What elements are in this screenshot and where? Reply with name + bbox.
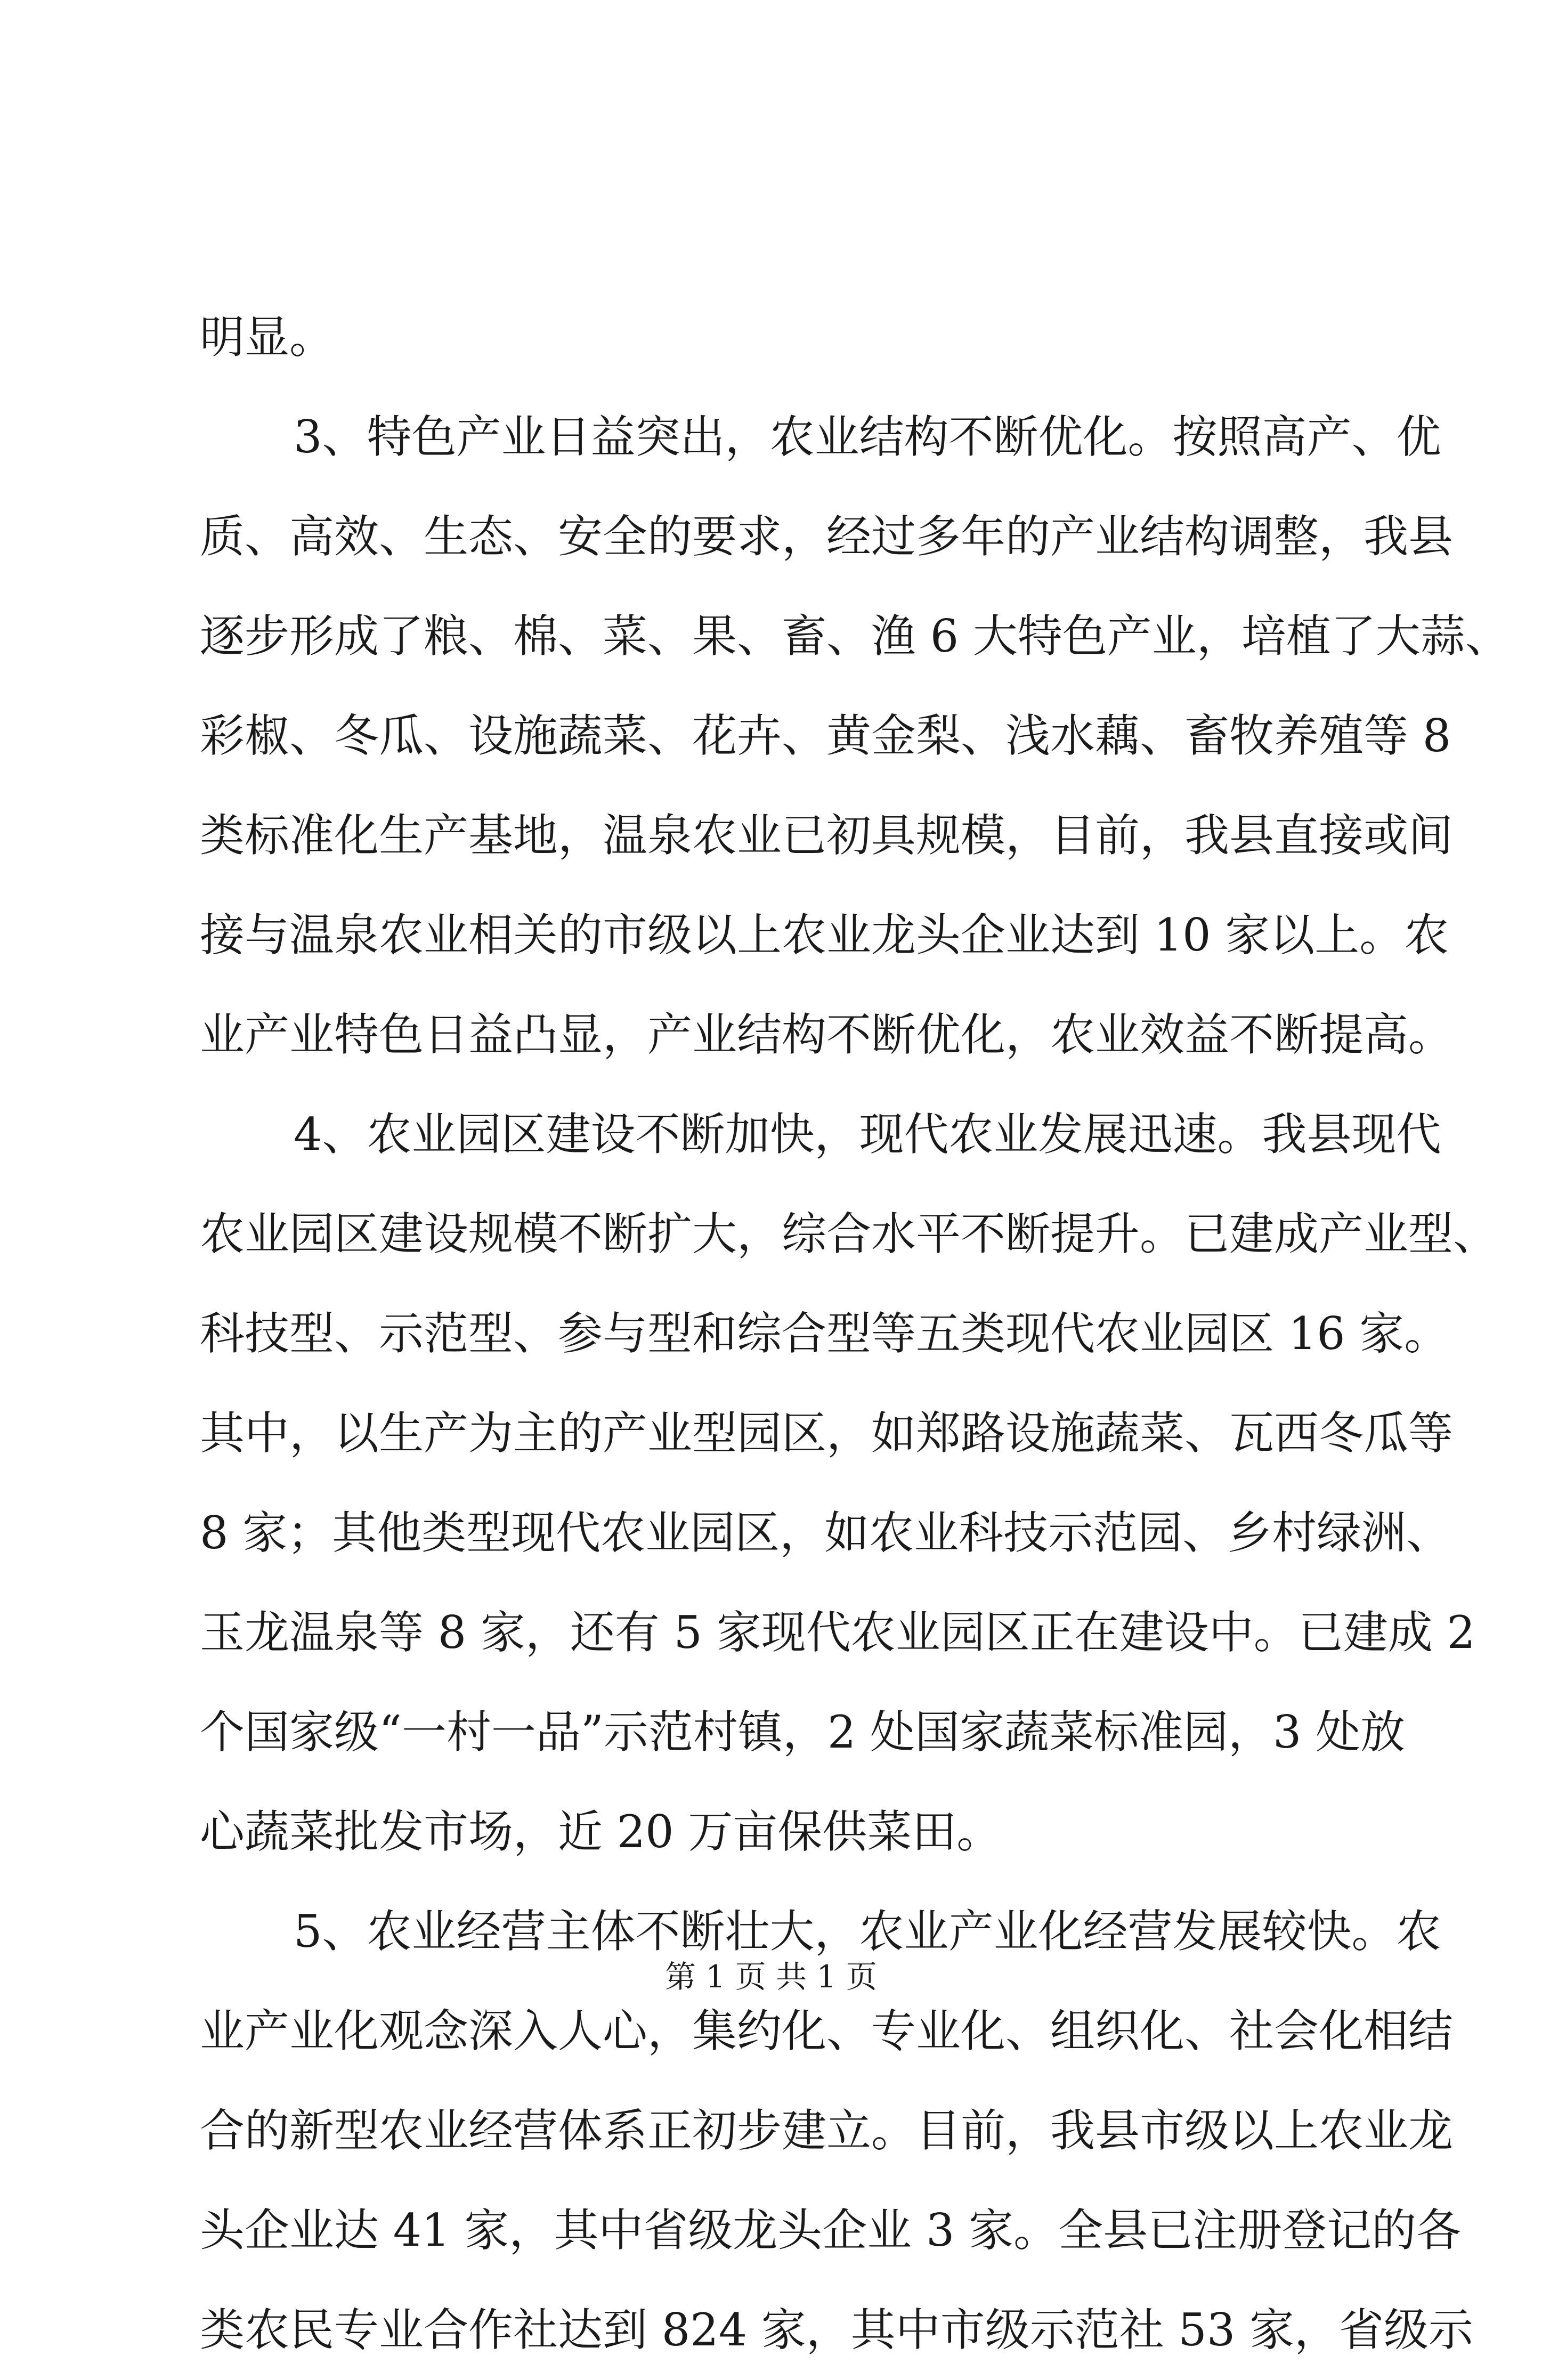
text-line: 科技型、示范型、参与型和综合型等五类现代农业园区 16 家。 [200, 1307, 1449, 1360]
text-line: 合的新型农业经营体系正初步建立。目前，我县市级以上农业龙 [200, 2105, 1454, 2157]
text-line: 明显。 [200, 311, 335, 363]
text-line: 心蔬菜批发市场，近 20 万亩保供菜田。 [200, 1806, 1002, 1858]
paragraph-3-start: 3、特色产业日益突出，农业结构不断优化。按照高产、优 [294, 411, 1441, 463]
text-line: 逐步形成了粮、棉、菜、果、畜、渔 6 大特色产业，培植了大蒜、 [200, 610, 1510, 662]
text-line: 头企业达 41 家，其中省级龙头企业 3 家。全县已注册登记的各 [200, 2204, 1462, 2256]
text-line: 玉龙温泉等 8 家，还有 5 家现代农业园区正在建设中。已建成 2 [200, 1606, 1475, 1659]
page-number: 第 1 页 共 1 页 [665, 1959, 877, 1995]
page-footer [0, 1955, 1542, 1998]
text-line: 业产业特色日益凸显，产业结构不断优化，农业效益不断提高。 [200, 1009, 1454, 1061]
text-line: 质、高效、生态、安全的要求，经过多年的产业结构调整，我县 [200, 510, 1454, 563]
paragraph-5-start: 5、农业经营主体不断壮大，农业产业化经营发展较快。农 [294, 1905, 1441, 1957]
text-line: 业产业化观念深入人心，集约化、专业化、组织化、社会化相结 [200, 2005, 1454, 2057]
text-line: 类农民专业合作社达到 824 家，其中市级示范社 53 家，省级示 [200, 2304, 1474, 2356]
text-line: 其中，以生产为主的产业型园区，如郑路设施蔬菜、瓦西冬瓜等 [200, 1407, 1454, 1459]
document-body [200, 288, 1510, 2380]
text-line: 彩椒、冬瓜、设施蔬菜、花卉、黄金梨、浅水藕、畜牧养殖等 8 [200, 710, 1451, 762]
text-line: 类标准化生产基地，温泉农业已初具规模，目前，我县直接或间 [200, 809, 1454, 862]
text-line: 个国家级“一村一品”示范村镇，2 处国家蔬菜标准园，3 处放 [200, 1706, 1406, 1758]
paragraph-4-start: 4、农业园区建设不断加快，现代农业发展迅速。我县现代 [294, 1108, 1441, 1160]
text-line: 农业园区建设规模不断扩大，综合水平不断提升。已建成产业型、 [200, 1208, 1498, 1260]
text-line: 8 家；其他类型现代农业园区，如农业科技示范园、乡村绿洲、 [200, 1507, 1451, 1559]
text-line: 接与温泉农业相关的市级以上农业龙头企业达到 10 家以上。农 [200, 909, 1449, 961]
